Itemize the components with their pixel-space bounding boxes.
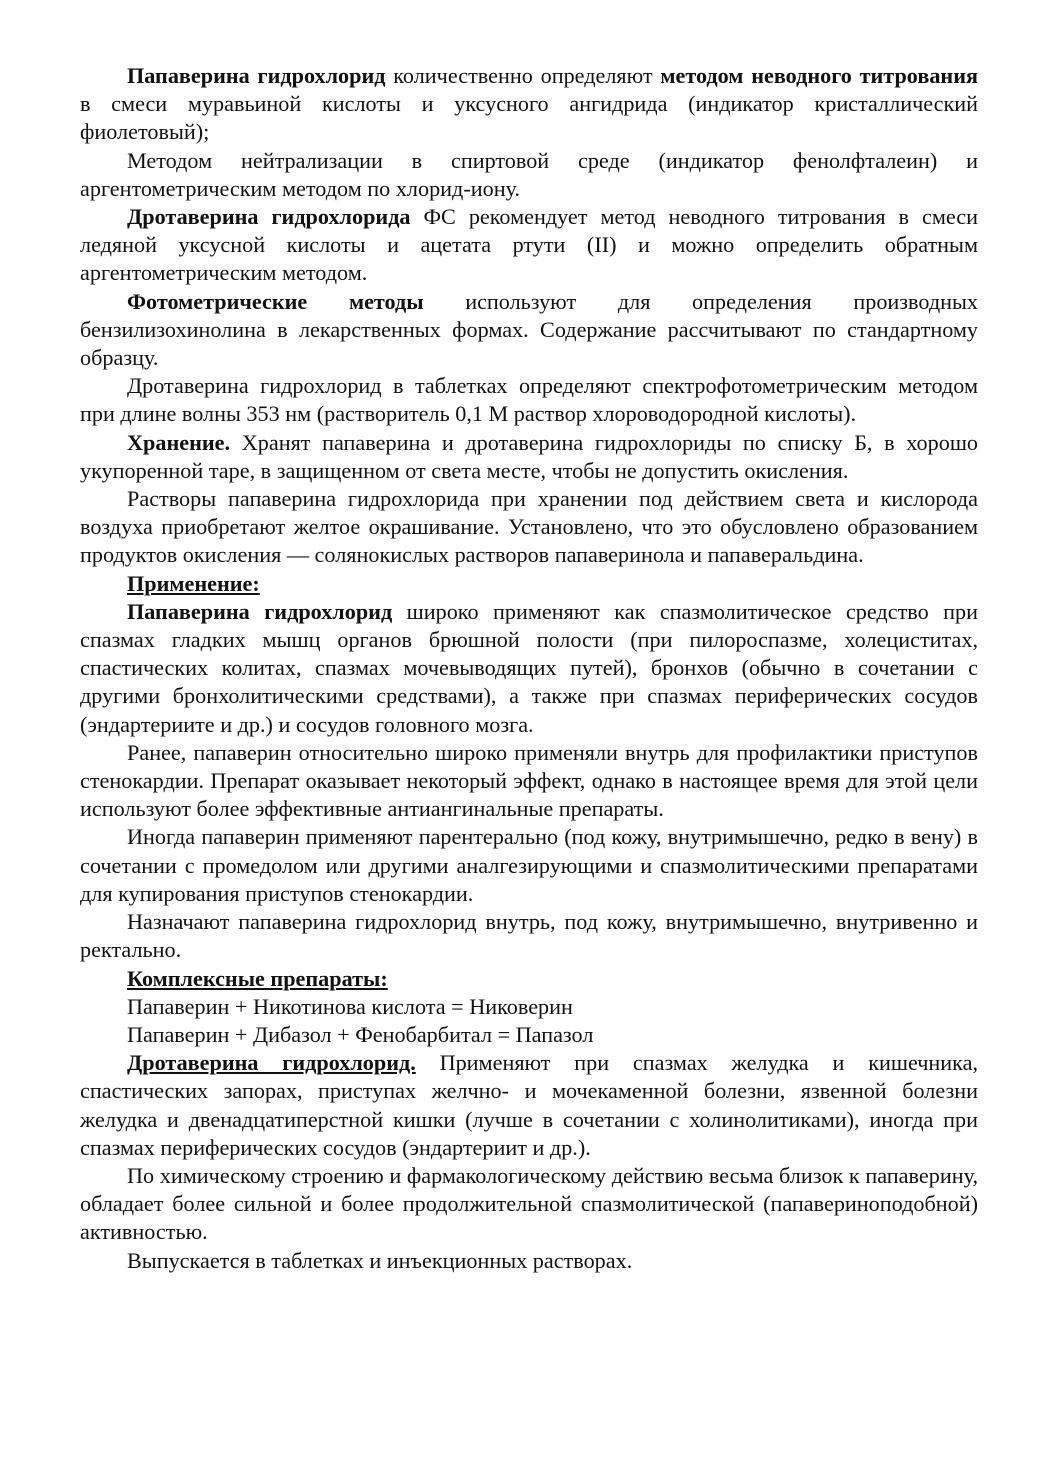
bold-term: Папаверина гидрохлорид [127, 63, 386, 88]
paragraph-text: в смеси муравьиной кислоты и уксусного ангидрида (индикатор кристаллический фиолетовый); [80, 91, 978, 145]
paragraph-text: По химическому строению и фармакологическому действию весьма близок к папаверину, обладает более сильной и более продолжительной спазмолитической (папавериноподобной) активностью. [80, 1162, 978, 1245]
paragraph-text: Ранее, папаверин относительно широко применяли внутрь для профилактики приступов стенокардии. Препарат оказывает некоторый эффект, однако в настоящее время для этой цели используют более эффективные антиангинальные препараты. [80, 739, 978, 822]
paragraph-text: Иногда папаверин применяют парентерально (под кожу, внутримышечно, редко в вену) в сочетании с промедолом или другими аналгезирующими и спазмолитическими препаратами для купирования приступов стенокардии. [80, 824, 978, 906]
paragraph-text: Дротаверина гидрохлорид в таблетках определяют спектрофотометрическим методом при длине волны 353 нм (растворитель 0,1 М раствор хлороводородной кислоты). [80, 373, 978, 427]
paragraph-text: Применяют при спазмах желудка и кишечника, спастических запорах, приступах желчно- и мочекаменной болезни, язвенной болезни желудка и двенадцатиперстной кишки (лучше в сочетании с холинолитиками), иногда при спазмах периферических сосудов (эндартериит и др.). [80, 1050, 978, 1160]
paragraph-neutralization [80, 147, 978, 203]
paragraph-papaverine-assay [80, 62, 978, 147]
list-text: Папаверин + Никотинова кислота = Никоверин [127, 993, 573, 1019]
paragraph-text: Назначают папаверина гидрохлорид внутрь, под кожу, внутримышечно, внутривенно и ректально. [80, 909, 978, 963]
paragraph-text: Растворы папаверина гидрохлорида при хранении под действием света и кислорода воздуха приобретают желтое окрашивание. Установлено, что это обусловлено образованием продуктов окисления — солянокислых растворов папаверинола и папаверальдина. [80, 486, 978, 568]
bold-term: Дротаверина гидрохлорида [127, 204, 411, 230]
heading-complex-preparations [80, 965, 978, 993]
paragraph-text: широко применяют как спазмолитическое средство при спазмах гладких мышц органов брюшной полости (при пилороспазме, холециститах, спастических колитах, спазмах мочевыводящих путей), бронхов (обычно в сочетании с другими бронхолитическими средствами), а также при спазмах периферических сосудов (эндартериите и др.) и сосудов головного мозга. [80, 598, 978, 737]
bold-term: методом неводного титрования [660, 63, 978, 88]
document-page [80, 62, 978, 1275]
bold-term: Папаверина гидрохлорид [127, 598, 393, 624]
heading-text: Применение: [127, 570, 260, 596]
paragraph-release-forms [80, 1247, 978, 1275]
paragraph-dosage-routes [80, 908, 978, 964]
paragraph-text: количественно определяют [385, 63, 661, 88]
bold-term: Фотометрические методы [127, 288, 424, 314]
list-item-nikoverin [80, 993, 978, 1021]
paragraph-parenteral [80, 823, 978, 908]
paragraph-photometric [80, 288, 978, 373]
paragraph-drotaverine-use [80, 1049, 978, 1162]
list-text: Папаверин + Дибазол + Фенобарбитал = Папазол [127, 1021, 594, 1047]
paragraph-text: ФС рекомендует метод неводного титрования в смеси ледяной уксусной кислоты и ацетата ртути (II) и можно определить обратным аргентометрическим методом. [80, 204, 978, 286]
paragraph-structure [80, 1162, 978, 1247]
bold-underlined-term: Дротаверина гидрохлорид. [127, 1050, 416, 1076]
heading-bold [127, 571, 260, 596]
heading-bold [127, 966, 388, 991]
paragraph-text: Методом нейтрализации в спиртовой среде (индикатор фенолфталеин) и аргентометрическим методом по хлорид-иону. [80, 147, 978, 201]
paragraph-text: Выпускается в таблетках и инъекционных растворах. [127, 1247, 633, 1273]
heading-text: Комплексные препараты: [127, 965, 388, 991]
heading-application [80, 570, 978, 598]
bold-term: Хранение. [127, 429, 231, 455]
paragraph-angina-history [80, 739, 978, 824]
bold-term-wrapper [127, 1050, 416, 1075]
paragraph-text: Хранят папаверина и дротаверина гидрохлориды по списку Б, в хорошо укупоренной таре, в защищенном от света месте, чтобы не допустить окисления. [80, 429, 978, 483]
paragraph-papaverine-use [80, 598, 978, 739]
paragraph-spectrophotometric [80, 372, 978, 428]
paragraph-text: используют для определения производных бензилизохинолина в лекарственных формах. Содержание рассчитывают по стандартному образцу. [80, 288, 978, 371]
paragraph-oxidation [80, 485, 978, 570]
paragraph-storage [80, 429, 978, 485]
paragraph-drotaverine-assay [80, 203, 978, 288]
list-item-papazol [80, 1021, 978, 1049]
